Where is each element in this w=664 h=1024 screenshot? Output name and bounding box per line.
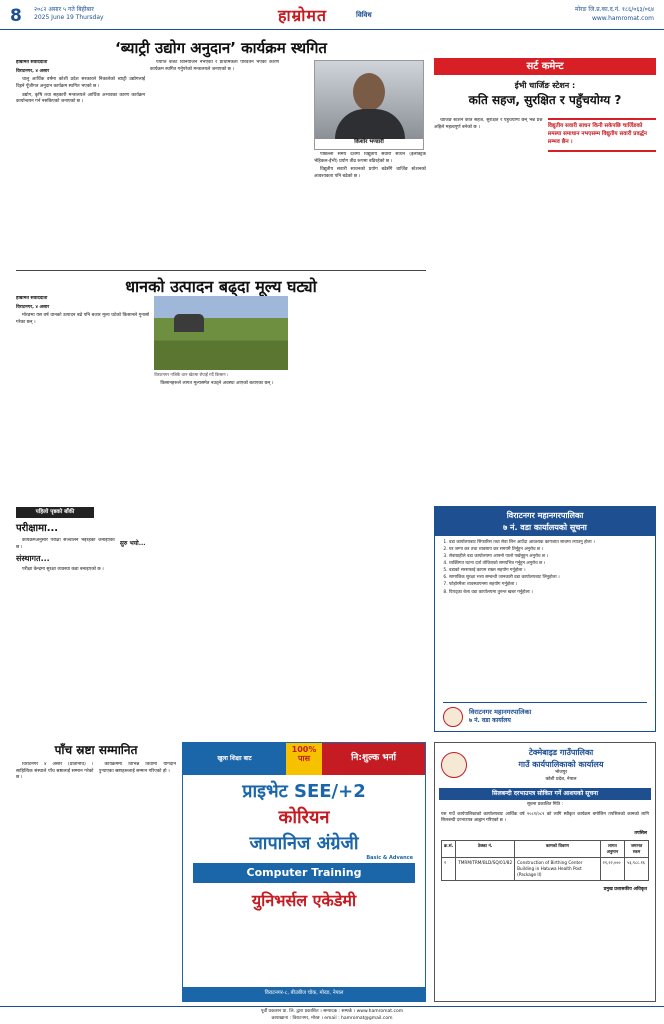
date-english: 2025 June 19 Thursday [34,14,104,22]
page-number: 8 [10,6,22,26]
paragraph: विद्युतीय सवारी साधनको प्रयोग बढेसँगै चार्जिङ स्टेशनको आवश्यकता पनि बढेको छ । [314,167,426,179]
story2-column [154,296,287,501]
notice-org: विराटनगर महानगरपालिका [506,511,584,520]
continued-column-spacer [224,538,323,738]
oped-title-line1: ईभी चार्जिङ स्टेशन : [514,81,576,90]
tribute-body [16,762,176,1002]
page-footer [0,1006,664,1024]
tender-province: कोशी प्रदेश, नेपाल [545,776,577,782]
continued-column [120,538,219,738]
oped-title [434,80,656,109]
tender-title-bar: सिलबन्दी दरभाउपत्र सोकित गर्ने आशयको सूचना [439,788,651,801]
ad-free-admission: नि:शुल्क भर्ना [322,743,425,775]
column-header: कामको विवरण [515,840,601,857]
tender-appendix-label: तपसिल [634,831,647,837]
notice-footer-office: ७ नं. वडा कार्यालय [469,717,511,725]
dateline: विराटनगर, ४ असार [16,68,50,74]
ad-open-education: खुला शिक्षा बाट [183,743,286,775]
table-row [442,858,649,881]
list-item: 5. वडाको सरसफाई कायम राख्न सहयोग गर्नुहोला । [449,567,649,574]
headline-battery-grant: ‘ब्याट्री उद्योग अनुदान’ कार्यक्रम स्थगित [115,39,327,57]
ad-address: विराटनगर-८, बीउबीज चोक, मोरङ, नेपाल [183,987,425,1001]
ad-line-japanese-english: जापानिज अंग्रेजी [249,833,359,855]
paddy-field-photo [154,296,287,370]
table-cell: Construction of Birthing Center Building in Hatuwa Health Post (Package II) [515,858,601,881]
continued-subhead: संस्थागत... [16,554,50,564]
ad-line-see: प्राइभेट SEE/+2 [242,781,366,802]
ad-pass-badge: 100% पास [286,743,322,775]
table-cell: TMRM/TRM/BLD/SQ/01/82 [456,858,515,881]
continued-title: परीक्षामा... [16,523,59,534]
column-header: ठेक्का नं. [456,840,515,857]
tribute-column [16,762,94,1002]
tender-address: भोजपुर [554,770,568,776]
author-name: किशोर भण्डारी [354,139,384,145]
continued-column [16,538,115,738]
story1-column [16,60,145,267]
paragraph: कार्यक्रमअनुसार परीक्षा सञ्चालन भइरहेको जनाइएको छ । [16,538,115,550]
list-item: 3. सेवाग्राहीले वडा कार्यालयमा आफ्नो पालो पर्खनुहुन अनुरोध छ । [449,553,649,560]
oped-column [434,118,543,448]
paragraph: कार्यक्रममा विभिन्न विधामा योगदान पुर्‍याएका स्रष्टाहरूलाई सम्मान गरिएको हो । [98,762,176,774]
issue-date [34,6,104,23]
column-header: लागत अनुमान [600,840,624,857]
oped-title-line2: कति सहज, सुरक्षित र पहुँचयोग्य ? [468,92,622,107]
dateline: विराटनगर, ४ असार [16,304,50,310]
table-cell: ५३,९८८.१६ [625,858,649,881]
oped-section-label: सर्ट कमेन्ट [434,58,656,75]
list-item: 6. सामाजिक सुरक्षा भत्ता सम्बन्धी जानकारी वडा कार्यालयबाट लिनुहोला । [449,574,649,581]
column-header: जमानत रकम [625,840,649,857]
paragraph: उद्योग, कृषि तथा सहकारी मन्त्रालयले आर्थिक अभावका कारण कार्यक्रम कार्यान्वयन गर्न नसकिएको जनाएको छ । [16,92,146,105]
notice-office: ७ नं. वडा कार्यालयको सूचना [503,522,587,532]
author-photo-panel [314,60,424,150]
ad-computer-training: Computer Training [193,863,415,883]
tender-org: टेक्मेबाइड गाउँपालिका [528,748,594,757]
section-label: विविध [356,11,372,19]
tender-office: गाउँ कार्यपालिकाको कार्यालय [518,759,604,769]
column-header: क्र.सं. [442,840,456,857]
paragraph: चार्जिङ स्टेशन कति सहज, सुरक्षित र पहुँचयोग्य छन् भन्ने प्रश्न अहिले महत्वपूर्ण बनेको छ । [434,118,543,130]
ad-basic-advance: Basic & Advance [366,855,413,861]
masthead [0,0,664,30]
paragraph: विराटनगर ४ असार (प्रतिनिधि) । साहित्यिक संस्थाले पाँच स्रष्टालाई सम्मान गरेको छ । [16,762,94,781]
notice-items [435,536,655,598]
story-paddy-price [16,296,426,501]
list-item: 4. व्यक्तिगत घटना दर्ता तोकिएको समयभित्र गर्नुहुन अनुरोध छ । [449,560,649,567]
list-item: 2. घर जग्गा कर तथा व्यवसाय कर समयमै तिर्नुहुन अनुरोध छ । [449,546,649,553]
footer-line: पूर्वी प्रकाशन प्रा. लि. द्वारा प्रकाशित । सम्पादक : सम्पर्क । www.hamromat.com [260,1009,404,1014]
table-cell: १ [442,858,456,881]
continued-body [16,538,426,738]
photo-caption: विराटनगर नजिकै धान खेतमा रोपाइँ गर्दै किसान । [154,372,229,377]
paragraph: चालु आर्थिक वर्षमा कोशी प्रदेश सरकारले निकालेको ब्याट्री उद्योगलाई दिइने पूँजीगत अनुदान कार्यक्रम स्थगित भएको छ । [16,77,146,89]
tender-table [441,840,649,881]
website-link[interactable]: www.hamromat.com [591,15,654,22]
ward-office-notice [434,506,656,732]
paragraph: परीक्षा केन्द्रमा सुरक्षा व्यवस्था कडा बनाइएको छ । [22,566,104,572]
story1-column [150,60,279,267]
tender-header [435,743,655,788]
paragraph: किसानहरूले लागत मूल्यसमेत नउठ्ने अवस्था आएको बताएका छन् । [160,381,274,387]
tender-notice [434,742,656,1002]
author-photo [315,61,423,139]
list-item: 8. विपद्का बेला वडा कार्यालयमा तुरुन्त खबर गर्नुहोला । [449,589,649,596]
registration-number: मोरङ जि.प्र.का.द.नं. १८६/०६३/०६४ [575,6,654,13]
pull-quote: विद्युतीय सवारी साधन किनी सकेपछि चार्जिङको समस्या समाधान नभएसम्म विद्युतीय सवारी प्रवर्द्धन सम्भव छैन । [548,118,657,152]
ad-academy-name: युनिभर्सल एकेडेमी [251,891,357,911]
ad-line-korean: कोरियन [278,807,330,829]
newspaper-logo: हाम्रोमत [278,6,328,25]
paragraph: मोरङमा यस वर्ष धानको उत्पादन बढे पनि बजार मूल्य घटेको किसानले गुनासो गरेका छन् । [16,313,150,325]
tender-signatory: प्रमुख प्रशासकीय अधिकृत [603,887,647,893]
continued-label: पहिलो पृष्ठको बाँकी [16,507,94,518]
table-header-row [442,840,649,857]
municipality-emblem-icon [443,707,463,727]
oped-column [548,118,657,448]
paragraph: पर्याप्त बजेट विनियोजन नभएको र प्राथमिकता परिवर्तन भएको कारण कार्यक्रम स्थगित गर्नुपरेको मन्त्रालयले जनाएको छ । [150,60,280,72]
story2-column [16,296,149,501]
tender-paragraph: यस गाउँ कार्यपालिकाको कार्यालयबाट आर्थिक वर्ष २०८१/०८२ को लागि स्वीकृत कार्यक्रम बमोजिम तपसिलको कामको लागि सिलबन्दी दरभाउपत्र आह्वान गरिएको छ । [441,811,649,823]
tribute-headline: पाँच स्रष्टा सम्मानित [54,743,138,757]
date-nepali: २०८२ असार ५ गते बिहीबार [34,6,94,13]
academy-advertisement[interactable] [182,742,426,1002]
tender-publish-date: सूचना प्रकाशित मिति : [526,802,564,808]
list-item: 7. फोहोरमैला व्यवस्थापनमा सहयोग गर्नुहोला । [449,581,649,588]
continued-column-spacer [327,538,426,738]
list-item: 1. वडा कार्यालयबाट सिफारिस तथा सेवा लिन आउँदा आवश्यक कागजात साथमा ल्याउनु होला । [449,539,649,546]
nepal-emblem-icon [441,752,467,778]
byline: हाम्रोमत संवाददाता [16,60,48,65]
continued-closing: सुरु भयो... [119,540,146,547]
masthead-info [575,5,654,23]
tribute-column [99,762,177,1002]
oped-body [434,118,656,448]
notice-footer-org: विराटनगर महानगरपालिका [469,707,532,716]
oped-left-column [314,152,426,265]
byline: हाम्रोमत संवाददाता [16,296,48,301]
story2-column-spacer [293,296,426,501]
notice-header [435,507,655,536]
notice-footer [443,702,647,727]
table-cell: २१,२२,००० [600,858,624,881]
headline-paddy-price: धानको उत्पादन बढ्दा मूल्य घट्यो [16,270,426,298]
paragraph: पछिल्लो समय देशमा विद्युतीय सवारी साधन (इलेक्ट्रिक भेहिकल-ईभी) प्रयोग तीव्र रूपमा बढिरहेको छ । [314,152,426,164]
footer-line: छापाखाना : विराटनगर, मोरङ । email : hamromat@gmail.com [271,1015,393,1021]
